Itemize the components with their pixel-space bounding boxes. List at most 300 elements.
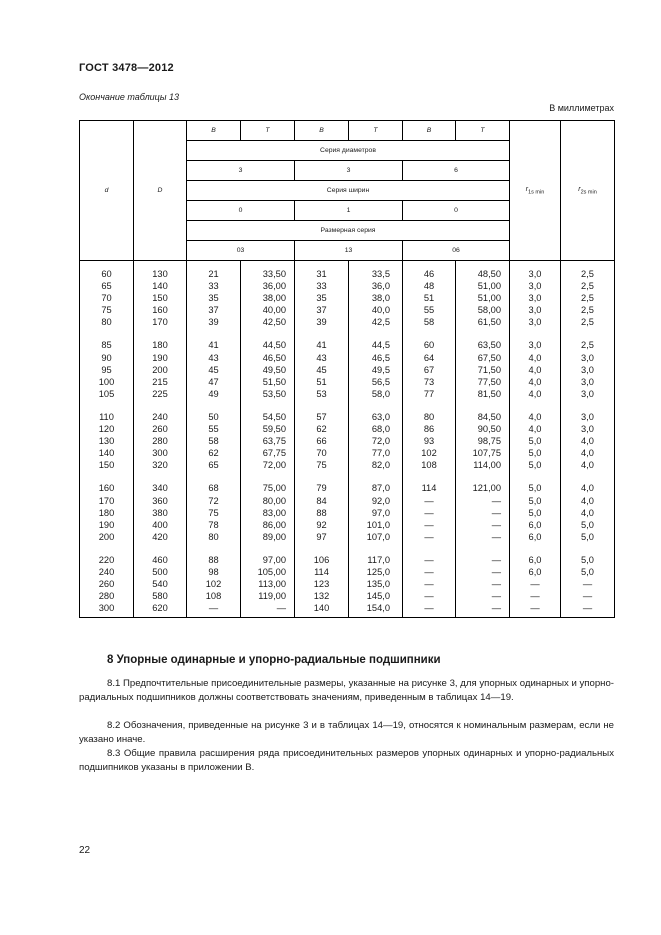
cell-B-03: 75	[187, 507, 241, 519]
cell-T-13: 97,0	[349, 507, 403, 519]
table-row	[80, 423, 615, 435]
cell-T-03: 49,50	[241, 364, 295, 376]
cell-B-03: 65	[187, 459, 241, 471]
width-series-value: 1	[295, 201, 403, 221]
cell-d: 190	[80, 519, 134, 531]
cell-B-06: —	[403, 602, 456, 618]
cell-B-06: 86	[403, 423, 456, 435]
cell-B-03: 35	[187, 292, 241, 304]
cell-T-06: 63,50	[456, 328, 510, 351]
cell-r1s-min: 4,0	[510, 376, 561, 388]
cell-D: 190	[134, 352, 187, 364]
cell-T-06: —	[456, 519, 510, 531]
cell-B-06: 55	[403, 304, 456, 316]
cell-B-03: 47	[187, 376, 241, 388]
col-head-r1s-min: $r_{1s min}$	[510, 121, 561, 261]
cell-T-06: 90,50	[456, 423, 510, 435]
cell-d: 85	[80, 328, 134, 351]
cell-B-06: 58	[403, 316, 456, 328]
cell-B-03: 68	[187, 471, 241, 494]
table-body	[80, 261, 615, 618]
cell-d: 70	[80, 292, 134, 304]
cell-B-06: —	[403, 566, 456, 578]
bearing-dimensions-table	[79, 120, 615, 618]
cell-r1s-min: —	[510, 602, 561, 618]
size-series-value: 03	[187, 241, 295, 261]
cell-d: 95	[80, 364, 134, 376]
cell-r2s-min: 3,0	[561, 364, 615, 376]
cell-B-03: 37	[187, 304, 241, 316]
diameter-series-value: 6	[403, 161, 510, 181]
cell-r1s-min: 5,0	[510, 507, 561, 519]
cell-r2s-min: 4,0	[561, 435, 615, 447]
cell-B-13: 53	[295, 388, 349, 400]
cell-D: 400	[134, 519, 187, 531]
cell-B-06: 46	[403, 261, 456, 281]
cell-r2s-min: 4,0	[561, 495, 615, 507]
cell-r1s-min: 6,0	[510, 531, 561, 543]
cell-r2s-min: 4,0	[561, 459, 615, 471]
cell-r1s-min: 5,0	[510, 447, 561, 459]
cell-r2s-min: 2,5	[561, 261, 615, 281]
table-row	[80, 376, 615, 388]
cell-r1s-min: 4,0	[510, 364, 561, 376]
cell-B-03: 21	[187, 261, 241, 281]
cell-B-13: 41	[295, 328, 349, 351]
cell-B-06: 67	[403, 364, 456, 376]
col-head-T-2: T	[349, 121, 403, 141]
cell-D: 540	[134, 578, 187, 590]
cell-r2s-min: 2,5	[561, 304, 615, 316]
cell-B-13: 88	[295, 507, 349, 519]
cell-r1s-min: 4,0	[510, 423, 561, 435]
cell-B-13: 123	[295, 578, 349, 590]
paragraph-8-2: 8.2 Обозначения, приведенные на рисунке 3 и в таблицах 14—19, относятся к номинальным размерам, если не указано иначе.	[79, 720, 614, 745]
cell-T-13: 135,0	[349, 578, 403, 590]
cell-d: 100	[80, 376, 134, 388]
cell-d: 200	[80, 531, 134, 543]
cell-D: 260	[134, 423, 187, 435]
section-8-title: 8 Упорные одинарные и упорно-радиальные подшипники	[107, 654, 441, 666]
cell-B-06: —	[403, 519, 456, 531]
cell-B-06: 80	[403, 400, 456, 423]
table-row	[80, 316, 615, 328]
cell-T-03: 83,00	[241, 507, 295, 519]
cell-T-03: 54,50	[241, 400, 295, 423]
cell-r2s-min: 3,0	[561, 423, 615, 435]
cell-r1s-min: 3,0	[510, 261, 561, 281]
cell-r1s-min: 3,0	[510, 316, 561, 328]
cell-T-06: —	[456, 602, 510, 618]
cell-T-06: 81,50	[456, 388, 510, 400]
cell-D: 280	[134, 435, 187, 447]
size-series-label: Размерная серия	[187, 221, 510, 241]
cell-T-13: 82,0	[349, 459, 403, 471]
cell-T-13: 58,0	[349, 388, 403, 400]
diameter-series-value: 3	[187, 161, 295, 181]
cell-r2s-min: 3,0	[561, 400, 615, 423]
cell-D: 150	[134, 292, 187, 304]
cell-D: 380	[134, 507, 187, 519]
cell-d: 60	[80, 261, 134, 281]
cell-r1s-min: 3,0	[510, 328, 561, 351]
cell-T-06: —	[456, 531, 510, 543]
table-row	[80, 495, 615, 507]
cell-r2s-min: 3,0	[561, 352, 615, 364]
cell-T-03: 119,00	[241, 590, 295, 602]
cell-B-13: 33	[295, 280, 349, 292]
cell-B-13: 51	[295, 376, 349, 388]
cell-D: 340	[134, 471, 187, 494]
col-head-T-3: T	[456, 121, 510, 141]
cell-r1s-min: 6,0	[510, 543, 561, 566]
cell-T-13: 72,0	[349, 435, 403, 447]
cell-T-13: 125,0	[349, 566, 403, 578]
cell-r1s-min: 5,0	[510, 435, 561, 447]
cell-B-13: 45	[295, 364, 349, 376]
cell-B-03: 78	[187, 519, 241, 531]
cell-T-03: —	[241, 602, 295, 618]
diameter-series-value: 3	[295, 161, 403, 181]
cell-T-03: 105,00	[241, 566, 295, 578]
cell-T-06: 61,50	[456, 316, 510, 328]
cell-T-03: 113,00	[241, 578, 295, 590]
cell-B-06: —	[403, 495, 456, 507]
cell-T-06: —	[456, 578, 510, 590]
cell-B-03: 33	[187, 280, 241, 292]
cell-B-13: 84	[295, 495, 349, 507]
cell-r2s-min: 2,5	[561, 280, 615, 292]
col-head-D: D	[134, 121, 187, 261]
cell-r1s-min: 4,0	[510, 388, 561, 400]
cell-B-13: 140	[295, 602, 349, 618]
cell-T-03: 51,50	[241, 376, 295, 388]
table-row	[80, 531, 615, 543]
cell-B-06: 60	[403, 328, 456, 351]
col-head-B-1: B	[187, 121, 241, 141]
cell-T-06: 51,00	[456, 292, 510, 304]
cell-T-06: 77,50	[456, 376, 510, 388]
cell-B-03: 49	[187, 388, 241, 400]
cell-B-03: 72	[187, 495, 241, 507]
cell-B-03: 58	[187, 435, 241, 447]
cell-D: 140	[134, 280, 187, 292]
diameter-series-label: Серия диаметров	[187, 141, 510, 161]
cell-T-03: 36,00	[241, 280, 295, 292]
cell-T-03: 75,00	[241, 471, 295, 494]
cell-B-13: 39	[295, 316, 349, 328]
table-row	[80, 435, 615, 447]
cell-T-13: 36,0	[349, 280, 403, 292]
cell-T-03: 67,75	[241, 447, 295, 459]
cell-B-06: —	[403, 543, 456, 566]
cell-D: 320	[134, 459, 187, 471]
cell-r2s-min: 4,0	[561, 507, 615, 519]
cell-r2s-min: 5,0	[561, 531, 615, 543]
table-row	[80, 280, 615, 292]
cell-r2s-min: —	[561, 578, 615, 590]
cell-B-06: —	[403, 578, 456, 590]
table-row	[80, 519, 615, 531]
cell-B-13: 31	[295, 261, 349, 281]
cell-d: 110	[80, 400, 134, 423]
cell-T-03: 89,00	[241, 531, 295, 543]
cell-B-06: 102	[403, 447, 456, 459]
cell-B-13: 37	[295, 304, 349, 316]
cell-B-13: 92	[295, 519, 349, 531]
cell-T-13: 56,5	[349, 376, 403, 388]
cell-B-13: 132	[295, 590, 349, 602]
cell-B-13: 106	[295, 543, 349, 566]
cell-T-03: 80,00	[241, 495, 295, 507]
table-row	[80, 352, 615, 364]
cell-B-06: —	[403, 507, 456, 519]
cell-d: 260	[80, 578, 134, 590]
cell-T-06: 58,00	[456, 304, 510, 316]
cell-T-06: 84,50	[456, 400, 510, 423]
cell-B-13: 79	[295, 471, 349, 494]
col-head-B-2: B	[295, 121, 349, 141]
cell-T-13: 38,0	[349, 292, 403, 304]
cell-T-13: 46,5	[349, 352, 403, 364]
paragraph-8-3: 8.3 Общие правила расширения ряда присоединительных размеров упорных одинарных и упорно-радиальных подшипников указаны в приложении В.	[79, 748, 614, 773]
cell-D: 225	[134, 388, 187, 400]
cell-D: 170	[134, 316, 187, 328]
cell-B-13: 70	[295, 447, 349, 459]
table-row	[80, 578, 615, 590]
cell-r2s-min: 3,0	[561, 376, 615, 388]
cell-T-13: 42,5	[349, 316, 403, 328]
cell-d: 180	[80, 507, 134, 519]
cell-T-03: 97,00	[241, 543, 295, 566]
cell-r1s-min: 5,0	[510, 495, 561, 507]
cell-r1s-min: 5,0	[510, 459, 561, 471]
col-head-d: d	[80, 121, 134, 261]
cell-B-13: 114	[295, 566, 349, 578]
cell-D: 180	[134, 328, 187, 351]
table-row	[80, 459, 615, 471]
cell-T-13: 33,5	[349, 261, 403, 281]
cell-B-06: 48	[403, 280, 456, 292]
page-number: 22	[79, 845, 91, 856]
cell-B-06: 93	[403, 435, 456, 447]
cell-B-13: 75	[295, 459, 349, 471]
table-row	[80, 261, 615, 281]
table-row	[80, 602, 615, 618]
cell-T-13: 101,0	[349, 519, 403, 531]
table-continuation-caption: Окончание таблицы 13	[79, 92, 179, 102]
cell-r1s-min: 3,0	[510, 292, 561, 304]
cell-B-13: 35	[295, 292, 349, 304]
table-row	[80, 304, 615, 316]
cell-T-03: 86,00	[241, 519, 295, 531]
cell-d: 105	[80, 388, 134, 400]
table-row	[80, 507, 615, 519]
cell-d: 170	[80, 495, 134, 507]
table-row	[80, 388, 615, 400]
cell-B-13: 57	[295, 400, 349, 423]
cell-r2s-min: 3,0	[561, 388, 615, 400]
cell-r1s-min: 3,0	[510, 280, 561, 292]
cell-T-06: —	[456, 543, 510, 566]
cell-D: 360	[134, 495, 187, 507]
cell-B-06: —	[403, 531, 456, 543]
cell-T-06: 107,75	[456, 447, 510, 459]
cell-T-13: 44,5	[349, 328, 403, 351]
cell-T-13: 117,0	[349, 543, 403, 566]
cell-T-13: 92,0	[349, 495, 403, 507]
cell-B-03: 50	[187, 400, 241, 423]
cell-B-06: 64	[403, 352, 456, 364]
cell-T-06: 48,50	[456, 261, 510, 281]
cell-r2s-min: 2,5	[561, 328, 615, 351]
cell-D: 200	[134, 364, 187, 376]
cell-D: 240	[134, 400, 187, 423]
cell-T-13: 154,0	[349, 602, 403, 618]
cell-B-06: 51	[403, 292, 456, 304]
cell-B-03: 88	[187, 543, 241, 566]
cell-D: 215	[134, 376, 187, 388]
cell-B-13: 66	[295, 435, 349, 447]
cell-B-03: 43	[187, 352, 241, 364]
table-row	[80, 292, 615, 304]
cell-T-06: —	[456, 507, 510, 519]
cell-T-06: 67,50	[456, 352, 510, 364]
cell-T-06: 114,00	[456, 459, 510, 471]
cell-r1s-min: —	[510, 578, 561, 590]
cell-r1s-min: 4,0	[510, 352, 561, 364]
cell-B-03: 45	[187, 364, 241, 376]
cell-T-06: 51,00	[456, 280, 510, 292]
table-row	[80, 471, 615, 494]
cell-r1s-min: 3,0	[510, 304, 561, 316]
cell-T-03: 44,50	[241, 328, 295, 351]
cell-B-03: 55	[187, 423, 241, 435]
paragraph-8-1: 8.1 Предпочтительные присоединительные размеры, указанные на рисунке 3, для упорных одинарных и упорно-радиальных подшипников должны соответствовать значениям, приведенным в таблицах 14—19.	[79, 678, 614, 703]
width-series-value: 0	[403, 201, 510, 221]
cell-T-03: 33,50	[241, 261, 295, 281]
cell-T-13: 49,5	[349, 364, 403, 376]
size-series-value: 06	[403, 241, 510, 261]
cell-d: 120	[80, 423, 134, 435]
cell-T-03: 40,00	[241, 304, 295, 316]
table-units: В миллиметрах	[549, 103, 614, 113]
cell-T-03: 46,50	[241, 352, 295, 364]
cell-d: 75	[80, 304, 134, 316]
cell-T-03: 38,00	[241, 292, 295, 304]
cell-T-13: 77,0	[349, 447, 403, 459]
cell-B-03: 62	[187, 447, 241, 459]
cell-r2s-min: 5,0	[561, 566, 615, 578]
cell-D: 420	[134, 531, 187, 543]
col-head-r2s-min: $r_{2s min}$	[561, 121, 615, 261]
cell-B-03: 108	[187, 590, 241, 602]
cell-r1s-min: 4,0	[510, 400, 561, 423]
cell-T-06: 71,50	[456, 364, 510, 376]
cell-d: 160	[80, 471, 134, 494]
cell-d: 240	[80, 566, 134, 578]
table-row	[80, 543, 615, 566]
cell-B-03: 102	[187, 578, 241, 590]
cell-d: 150	[80, 459, 134, 471]
cell-T-13: 145,0	[349, 590, 403, 602]
table-row	[80, 590, 615, 602]
standard-code: ГОСТ 3478—2012	[79, 62, 174, 74]
cell-d: 140	[80, 447, 134, 459]
table-row	[80, 566, 615, 578]
cell-d: 65	[80, 280, 134, 292]
cell-B-06: 108	[403, 459, 456, 471]
cell-T-13: 107,0	[349, 531, 403, 543]
table-row	[80, 400, 615, 423]
cell-T-06: 121,00	[456, 471, 510, 494]
col-head-B-3: B	[403, 121, 456, 141]
table-row	[80, 447, 615, 459]
cell-B-13: 97	[295, 531, 349, 543]
table-row	[80, 328, 615, 351]
cell-T-06: —	[456, 590, 510, 602]
cell-D: 160	[134, 304, 187, 316]
width-series-value: 0	[187, 201, 295, 221]
cell-B-13: 62	[295, 423, 349, 435]
cell-d: 300	[80, 602, 134, 618]
width-series-label: Серия ширин	[187, 181, 510, 201]
table-row	[80, 364, 615, 376]
cell-d: 130	[80, 435, 134, 447]
cell-T-13: 40,0	[349, 304, 403, 316]
col-head-T-1: T	[241, 121, 295, 141]
cell-B-03: 41	[187, 328, 241, 351]
cell-B-06: 114	[403, 471, 456, 494]
cell-d: 90	[80, 352, 134, 364]
cell-B-03: —	[187, 602, 241, 618]
cell-T-06: 98,75	[456, 435, 510, 447]
cell-D: 460	[134, 543, 187, 566]
cell-T-03: 72,00	[241, 459, 295, 471]
cell-r2s-min: 2,5	[561, 316, 615, 328]
cell-r2s-min: 4,0	[561, 447, 615, 459]
cell-T-03: 53,50	[241, 388, 295, 400]
cell-r2s-min: 4,0	[561, 471, 615, 494]
cell-B-06: 77	[403, 388, 456, 400]
cell-B-06: —	[403, 590, 456, 602]
cell-D: 130	[134, 261, 187, 281]
cell-T-06: —	[456, 495, 510, 507]
cell-T-13: 68,0	[349, 423, 403, 435]
cell-d: 80	[80, 316, 134, 328]
cell-B-03: 80	[187, 531, 241, 543]
cell-D: 500	[134, 566, 187, 578]
cell-T-13: 63,0	[349, 400, 403, 423]
cell-r1s-min: —	[510, 590, 561, 602]
cell-r2s-min: —	[561, 602, 615, 618]
cell-d: 280	[80, 590, 134, 602]
cell-T-06: —	[456, 566, 510, 578]
cell-r2s-min: 2,5	[561, 292, 615, 304]
cell-D: 300	[134, 447, 187, 459]
cell-B-06: 73	[403, 376, 456, 388]
cell-r2s-min: 5,0	[561, 543, 615, 566]
cell-D: 580	[134, 590, 187, 602]
cell-B-13: 43	[295, 352, 349, 364]
cell-B-03: 39	[187, 316, 241, 328]
cell-r1s-min: 6,0	[510, 519, 561, 531]
cell-r1s-min: 5,0	[510, 471, 561, 494]
cell-T-03: 42,50	[241, 316, 295, 328]
cell-r2s-min: —	[561, 590, 615, 602]
cell-B-03: 98	[187, 566, 241, 578]
cell-T-03: 59,50	[241, 423, 295, 435]
